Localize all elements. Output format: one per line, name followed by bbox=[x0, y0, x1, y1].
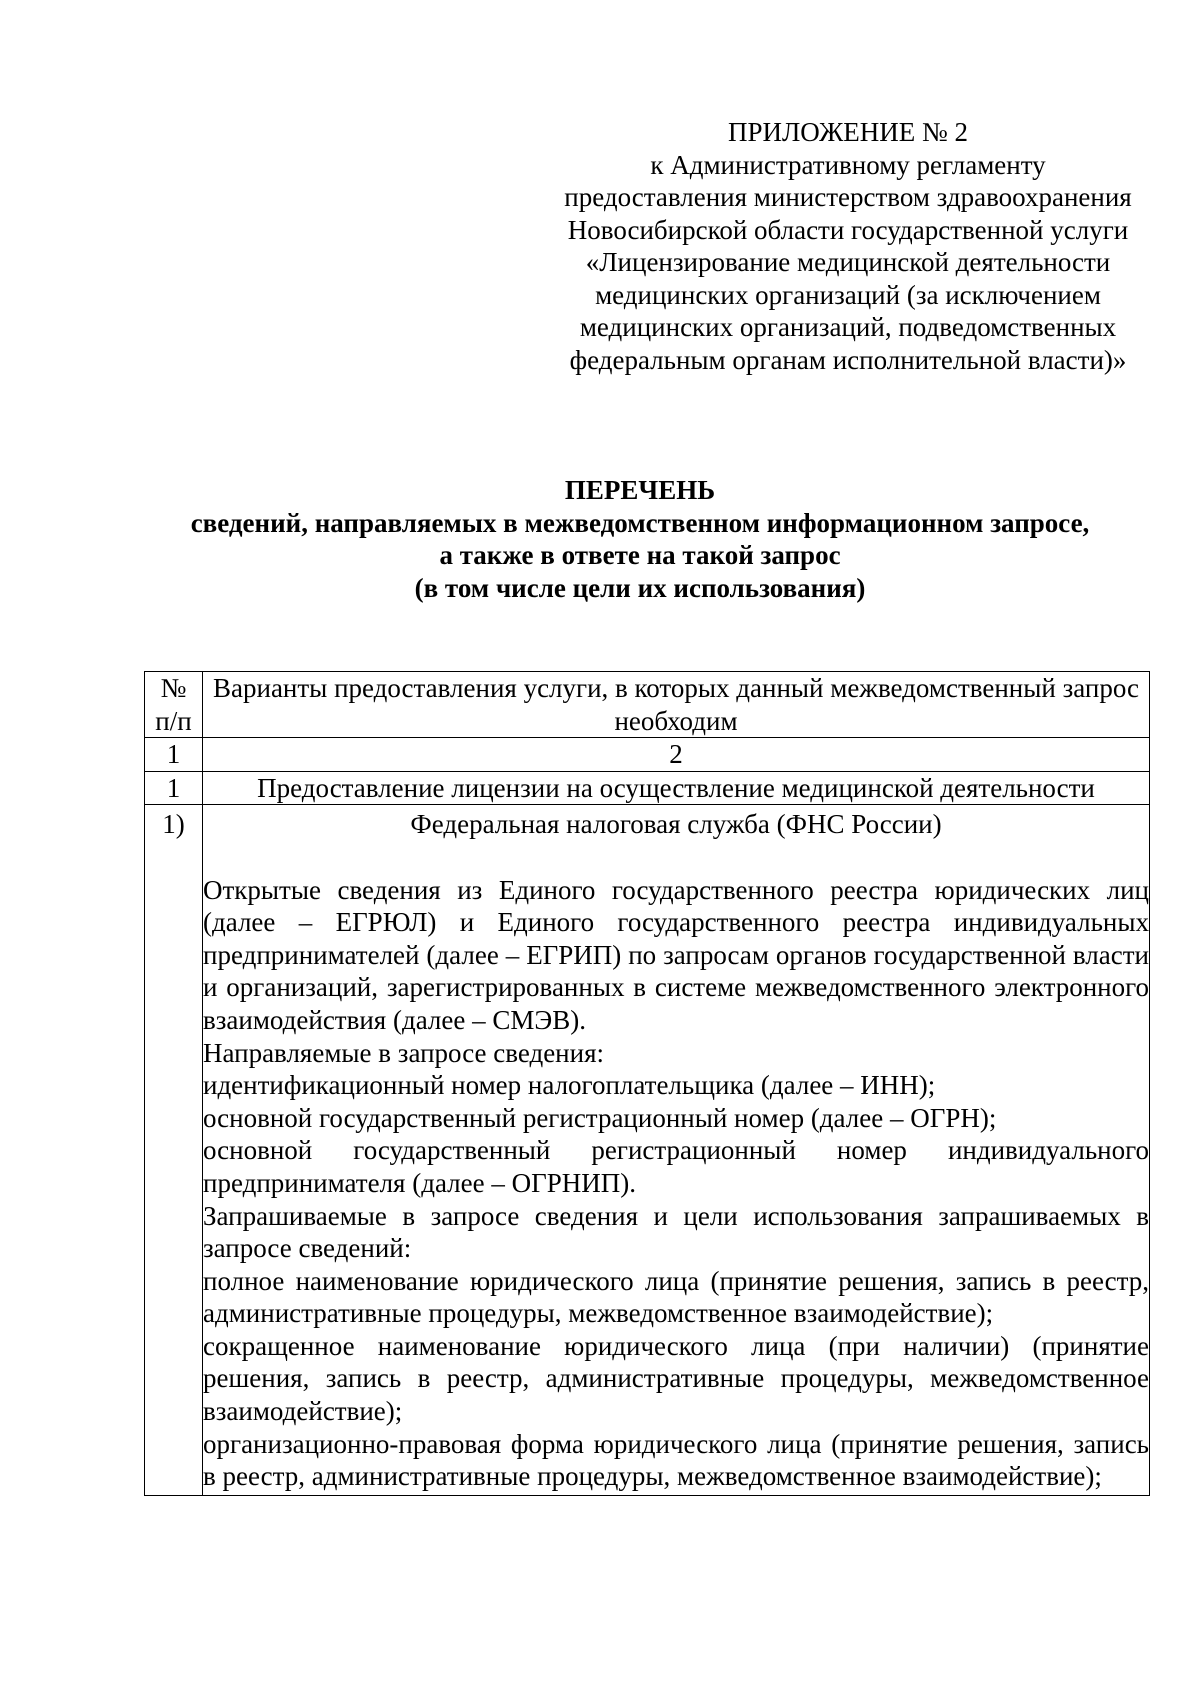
section-row bbox=[145, 771, 1150, 805]
index-content-label: 2 bbox=[669, 739, 683, 770]
agency-name: Федеральная налоговая служба (ФНС России) bbox=[410, 809, 942, 840]
appendix-line: «Лицензирование медицинской деятельности bbox=[585, 247, 1111, 277]
item-paragraph: Направляемые в запросе сведения: bbox=[203, 1037, 604, 1068]
item-paragraph: полное наименование юридического лица (принятие решения, запись в реестр, административные процедуры, межведомственное взаимодействие); bbox=[203, 1265, 1149, 1329]
header-num-cell bbox=[145, 672, 203, 738]
index-num-cell bbox=[145, 738, 203, 772]
section-num-cell bbox=[145, 771, 203, 805]
table-row bbox=[145, 805, 1150, 1495]
requests-table bbox=[144, 671, 1150, 1496]
appendix-line: Новосибирской области государственной услуги bbox=[567, 214, 1129, 245]
appendix-line: медицинских организаций, подведомственных bbox=[579, 312, 1117, 342]
appendix-line: ПРИЛОЖЕНИЕ № 2 bbox=[727, 117, 969, 147]
item-num-cell bbox=[145, 805, 203, 1495]
item-paragraph: организационно-правовая форма юридического лица (принятие решения, запись в реестр, административные процедуры, межведомственное взаимодействие); bbox=[203, 1428, 1149, 1492]
appendix-line: медицинских организаций (за исключением bbox=[595, 279, 1101, 310]
section-num-label: 1 bbox=[166, 772, 181, 803]
blank-line bbox=[203, 841, 1149, 874]
header-content-cell bbox=[203, 672, 1150, 738]
table-header-row bbox=[145, 672, 1150, 738]
appendix-header bbox=[548, 116, 1148, 376]
item-paragraph: основной государственный регистрационный номер (далее – ОГРН); bbox=[203, 1102, 997, 1133]
item-paragraph: основной государственный регистрационный номер индивидуального предпринимателя (далее – ОГРНИП). bbox=[203, 1135, 1149, 1198]
header-content-label: Варианты предоставления услуги, в которых данный межведомственный запрос необходим bbox=[213, 673, 1139, 736]
header-num-label: № п/п bbox=[155, 673, 192, 736]
appendix-line: федеральным органам исполнительной власти)» bbox=[569, 344, 1127, 375]
item-paragraph: идентификационный номер налогоплательщика (далее – ИНН); bbox=[203, 1070, 936, 1101]
appendix-line: предоставления министерством здравоохранения bbox=[564, 182, 1132, 212]
section-content-cell bbox=[203, 771, 1150, 805]
item-paragraph: Открытые сведения из Единого государственного реестра юридических лиц (далее – ЕГРЮЛ) и Единого государственного реестра индивидуальных предпринимателей (далее – ЕГРИП) по запросам органов государственной власти и организаций, зарегистрированных в системе межведомственного электронного взаимодействия (далее – СМЭВ). bbox=[203, 874, 1149, 1035]
index-num-label: 1 bbox=[166, 739, 181, 770]
section-title: Предоставление лицензии на осуществление медицинской деятельности bbox=[257, 772, 1095, 803]
item-num-label: 1) bbox=[162, 809, 185, 840]
document-heading bbox=[60, 474, 1200, 604]
index-content-cell bbox=[203, 738, 1150, 772]
document-subtitle-line: а также в ответе на такой запрос bbox=[439, 540, 841, 570]
item-content-cell bbox=[203, 805, 1150, 1495]
document-subtitle-line: (в том числе цели их использования) bbox=[414, 572, 866, 603]
document-subtitle-line: сведений, направляемых в межведомственном информационном запросе, bbox=[190, 507, 1090, 538]
appendix-line: к Административному регламенту bbox=[650, 149, 1046, 180]
column-index-row bbox=[145, 738, 1150, 772]
item-paragraph: Запрашиваемые в запросе сведения и цели использования запрашиваемых в запросе сведений: bbox=[203, 1200, 1149, 1264]
item-paragraph: сокращенное наименование юридического лица (при наличии) (принятие решения, запись в реестр, административные процедуры, межведомственное взаимодействие); bbox=[203, 1330, 1149, 1427]
document-title: ПЕРЕЧЕНЬ bbox=[564, 475, 716, 505]
